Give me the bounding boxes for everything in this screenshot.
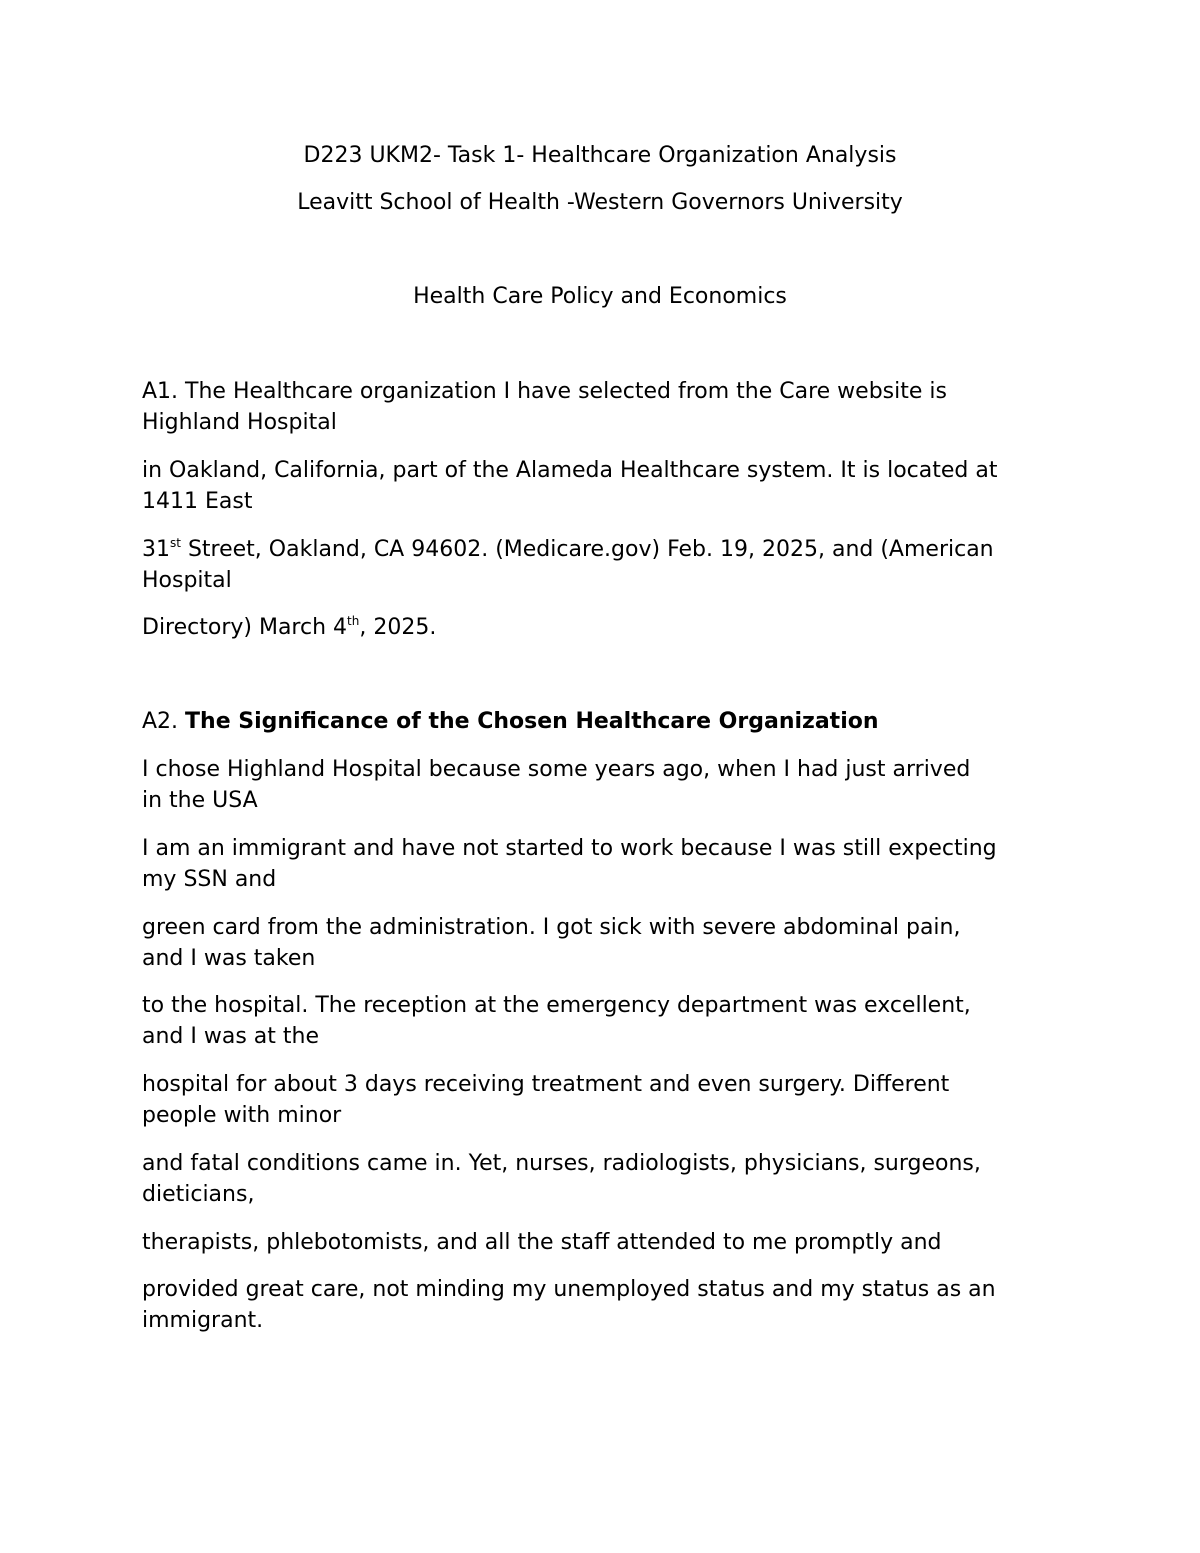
a2-line: immigrant.	[142, 1308, 264, 1333]
a1-line: 1411 East	[142, 489, 253, 514]
a1-line: A1. The Healthcare organization I have selected from the Care website is	[142, 379, 947, 404]
a1-line: Hospital	[142, 568, 232, 593]
a1-address-line	[142, 534, 994, 565]
date-year: , 2025.	[359, 615, 437, 640]
a2-line: and fatal conditions came in. Yet, nurses, radiologists, physicians, surgeons,	[142, 1151, 981, 1176]
a2-line: in the USA	[142, 788, 258, 813]
a2-line: my SSN and	[142, 867, 277, 892]
institution-line: Leavitt School of Health -Western Governors University	[297, 190, 903, 215]
a1-date-line	[142, 612, 436, 643]
course-title: Health Care Policy and Economics	[413, 284, 787, 309]
a2-line: I am an immigrant and have not started to work because I was still expecting	[142, 836, 997, 861]
date-text: Directory) March 4	[142, 615, 348, 640]
a2-label: A2.	[142, 709, 186, 734]
ordinal-suffix: st	[170, 536, 181, 550]
street-number: 31	[142, 537, 170, 562]
a2-line: hospital for about 3 days receiving treatment and even surgery. Different	[142, 1072, 950, 1097]
a2-line: and I was taken	[142, 946, 316, 971]
a2-heading: The Significance of the Chosen Healthcare Organization	[185, 709, 879, 734]
a1-line: in Oakland, California, part of the Alameda Healthcare system. It is located at	[142, 458, 998, 483]
document-title: D223 UKM2- Task 1- Healthcare Organization Analysis	[303, 143, 897, 168]
a2-heading-line	[142, 706, 879, 737]
address-text: Street, Oakland, CA 94602. (Medicare.gov) Feb. 19, 2025, and (American	[180, 537, 994, 562]
a1-line: Highland Hospital	[142, 410, 337, 435]
a2-line: green card from the administration. I got sick with severe abdominal pain,	[142, 915, 961, 940]
a2-line: and I was at the	[142, 1024, 319, 1049]
a2-line: to the hospital. The reception at the emergency department was excellent,	[142, 993, 971, 1018]
a2-line: I chose Highland Hospital because some years ago, when I had just arrived	[142, 757, 971, 782]
a2-line: provided great care, not minding my unemployed status and my status as an	[142, 1277, 996, 1302]
a2-line: dieticians,	[142, 1182, 255, 1207]
ordinal-suffix: th	[347, 614, 360, 628]
a2-line: therapists, phlebotomists, and all the staff attended to me promptly and	[142, 1230, 942, 1255]
a2-line: people with minor	[142, 1103, 342, 1128]
